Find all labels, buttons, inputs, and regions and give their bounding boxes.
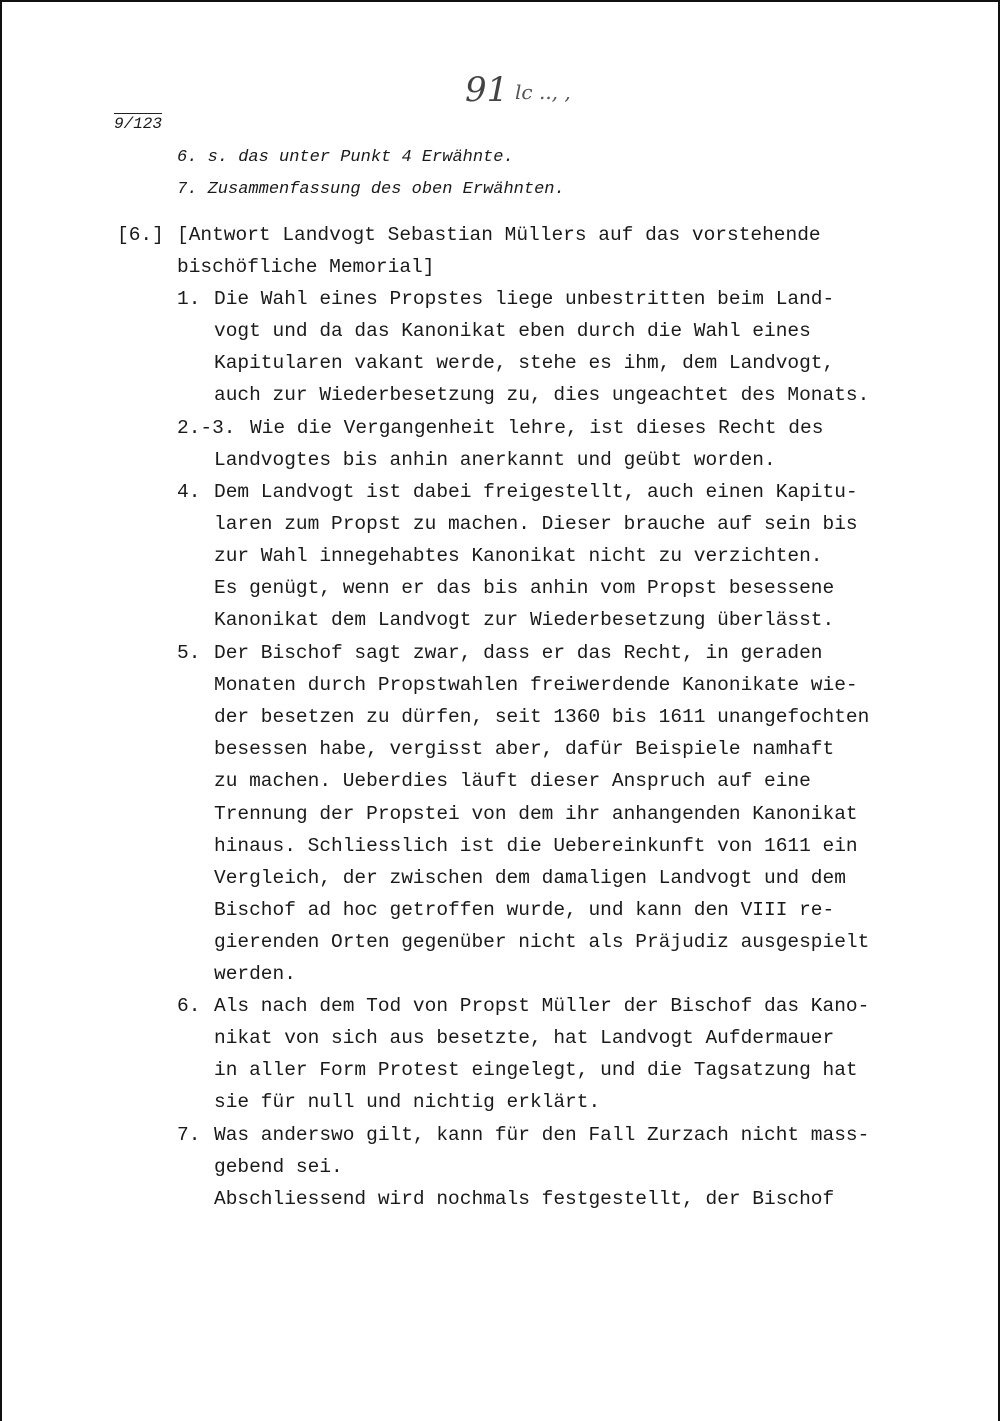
item-number: 4.: [177, 481, 201, 503]
item-line: hinaus. Schliesslich ist die Uebereinkunft von 1611 ein: [214, 835, 858, 857]
section-heading-line-2: bischöfliche Memorial]: [177, 256, 435, 278]
item-number: 6.: [177, 995, 201, 1017]
item-line: Der Bischof sagt zwar, dass er das Recht, in geraden: [214, 642, 823, 664]
handwritten-folio-number: 91: [465, 70, 509, 110]
item-number: 5.: [177, 642, 201, 664]
note-7: [177, 180, 565, 199]
item-line: zur Wahl innegehabtes Kanonikat nicht zu verzichten.: [214, 545, 823, 567]
item-line: Kanonikat dem Landvogt zur Wiederbesetzung überlässt.: [214, 609, 835, 631]
item-line: in aller Form Protest eingelegt, und die Tagsatzung hat: [214, 1059, 858, 1081]
item-line: Abschliessend wird nochmals festgestellt, der Bischof: [214, 1188, 835, 1210]
item-line: der besetzen zu dürfen, seit 1360 bis 1611 unangefochten: [214, 706, 870, 728]
item-line: Trennung der Propstei von dem ihr anhangenden Kanonikat: [214, 803, 858, 825]
item-line: Als nach dem Tod von Propst Müller der Bischof das Kano-: [214, 995, 870, 1017]
item-line: besessen habe, vergisst aber, dafür Beispiele namhaft: [214, 738, 835, 760]
item-line: Wie die Vergangenheit lehre, ist dieses Recht des: [250, 417, 824, 439]
note-6: [177, 148, 514, 167]
item-line: gebend sei.: [214, 1156, 343, 1178]
item-line: Vergleich, der zwischen dem damaligen Landvogt und dem: [214, 867, 846, 889]
item-line: Was anderswo gilt, kann für den Fall Zurzach nicht mass-: [214, 1124, 870, 1146]
item-line: Die Wahl eines Propstes liege unbestritten beim Land-: [214, 288, 835, 310]
page-edge-top: [0, 0, 1000, 2]
item-line: Landvogtes bis anhin anerkannt und geübt worden.: [214, 449, 776, 471]
item-line: Kapitularen vakant werde, stehe es ihm, dem Landvogt,: [214, 352, 835, 374]
item-line: Dem Landvogt ist dabei freigestellt, auch einen Kapitu-: [214, 481, 858, 503]
note-text: s. das unter Punkt 4 Erwähnte.: [207, 148, 514, 167]
item-line: nikat von sich aus besetzte, hat Landvogt Aufdermauer: [214, 1027, 835, 1049]
handwritten-scribble: lc .., ,: [515, 80, 571, 104]
item-line: sie für null und nichtig erklärt.: [214, 1091, 601, 1113]
item-line: Es genügt, wenn er das bis anhin vom Propst besessene: [214, 577, 835, 599]
item-line: vogt und da das Kanonikat eben durch die Wahl eines: [214, 320, 811, 342]
note-number: 7.: [177, 180, 198, 199]
item-line: Bischof ad hoc getroffen wurde, und kann den VIII re-: [214, 899, 835, 921]
margin-reference: 9/123: [114, 115, 163, 133]
item-number: 2.-3.: [177, 417, 236, 439]
item-line: werden.: [214, 963, 296, 985]
note-text: Zusammenfassung des oben Erwähnten.: [207, 180, 565, 199]
item-line: Monaten durch Propstwahlen freiwerdende Kanonikate wie-: [214, 674, 858, 696]
page-edge-left: [0, 0, 2, 1421]
section-heading-line-1: [Antwort Landvogt Sebastian Müllers auf das vorstehende: [177, 224, 821, 246]
section-label: [6.]: [117, 224, 164, 246]
item-line: laren zum Propst zu machen. Dieser brauche auf sein bis: [214, 513, 858, 535]
item-line: zu machen. Ueberdies läuft dieser Anspruch auf eine: [214, 770, 811, 792]
item-line: auch zur Wiederbesetzung zu, dies ungeachtet des Monats.: [214, 384, 870, 406]
item-number: 1.: [177, 288, 201, 310]
item-line: gierenden Orten gegenüber nicht als Präjudiz ausgespielt: [214, 931, 870, 953]
item-number: 7.: [177, 1124, 201, 1146]
note-number: 6.: [177, 148, 198, 167]
